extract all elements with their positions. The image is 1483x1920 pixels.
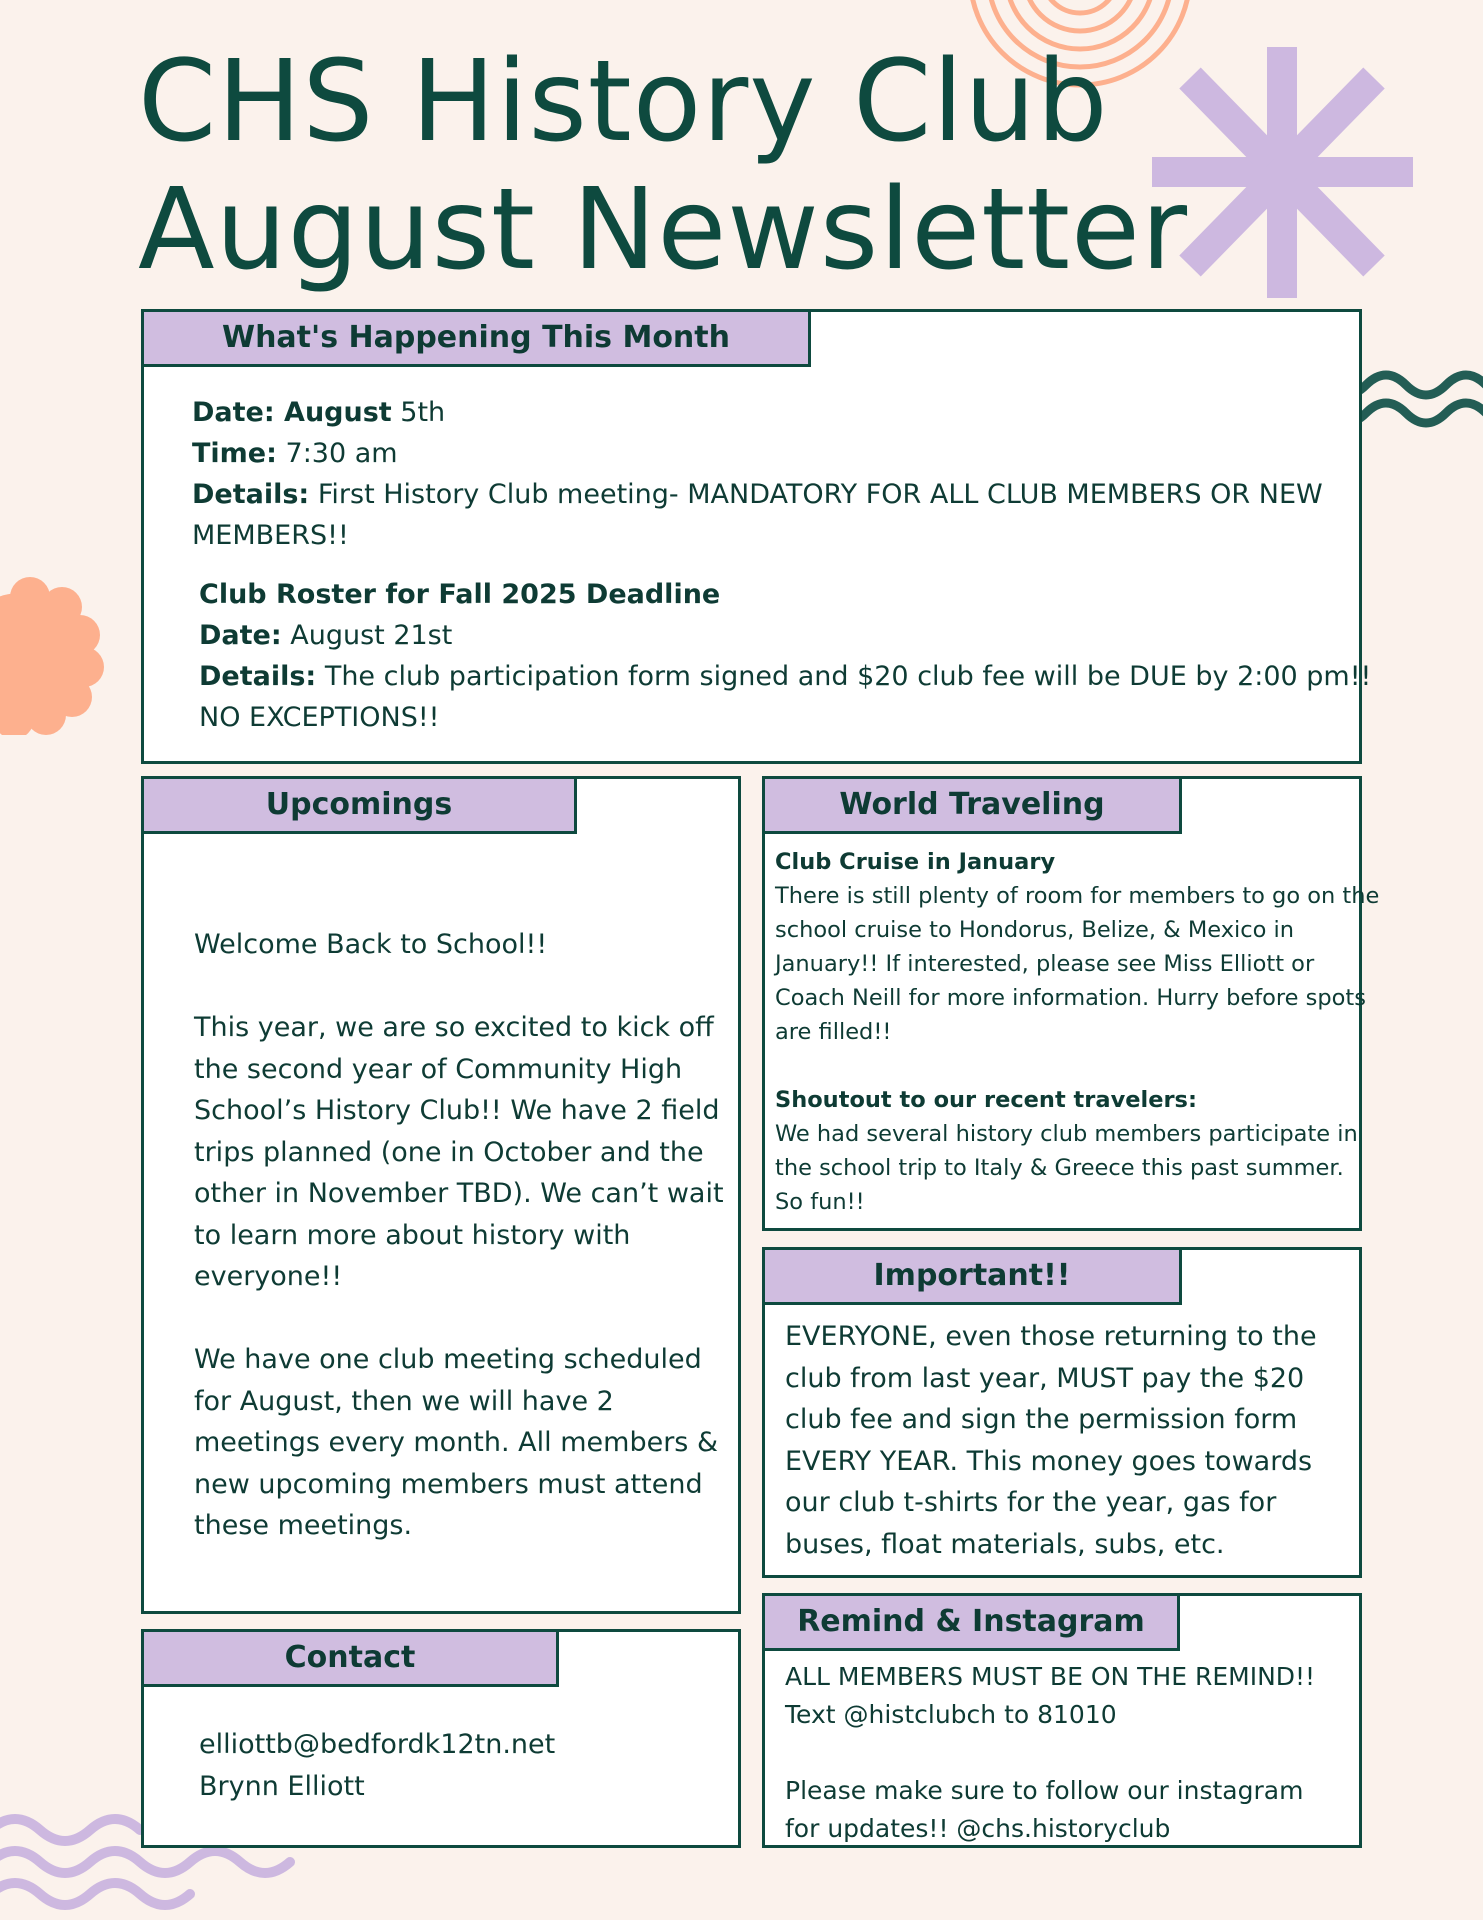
important-line: club from last year, MUST pay the $20 (785, 1362, 1305, 1394)
important-heading: Important!! (762, 1247, 1182, 1305)
world-traveling-body (775, 845, 1379, 1219)
upcomings-para1-line: everyone!! (194, 1261, 343, 1292)
upcomings-heading: Upcomings (141, 776, 577, 834)
contact-body (199, 1724, 555, 1807)
event-2-details (199, 574, 1371, 738)
shoutout-line: We had several history club members participate in (775, 1121, 1358, 1147)
important-line: EVERY YEAR. This money goes towards (785, 1445, 1313, 1477)
upcomings-para2-line: new upcoming members must attend (194, 1468, 703, 1500)
world-traveling-heading: World Traveling (762, 776, 1182, 834)
upcomings-para2-line: for August, then we will have 2 (194, 1385, 614, 1417)
event-1-time-value: 7:30 am (285, 438, 398, 469)
title-line-1: CHS History Club (138, 37, 1109, 167)
contact-email[interactable]: elliottb@bedfordk12tn.net (199, 1729, 556, 1760)
cruise-line: Coach Neill for more information. Hurry before spots (775, 985, 1366, 1011)
upcomings-body (194, 924, 724, 1547)
event-1-date-label: Date: August (192, 397, 392, 428)
upcomings-para1-line: trips planned (one in October and the (194, 1136, 704, 1168)
contact-section (141, 1629, 741, 1848)
shoutout-line: So fun!! (775, 1189, 865, 1215)
shoutout-line: the school trip to Italy & Greece this past summer. (775, 1155, 1344, 1181)
important-section (762, 1247, 1362, 1578)
cruise-line: There is still plenty of room for members to go on the (775, 883, 1380, 909)
remind-instagram-heading: Remind & Instagram (762, 1593, 1180, 1651)
contact-heading: Contact (141, 1629, 559, 1687)
upcomings-para1-line: the second year of Community High (194, 1053, 683, 1085)
event-1-date-value: 5th (400, 397, 446, 428)
upcomings-para2-line: We have one club meeting scheduled (194, 1344, 702, 1375)
important-line: club fee and sign the permission form (785, 1404, 1298, 1435)
event-1-time-label: Time: (192, 438, 277, 469)
event-2-date-value: August 21st (290, 620, 453, 651)
important-line: our club t-shirts for the year, gas for (785, 1487, 1277, 1518)
event-2-title: Club Roster for Fall 2025 Deadline (199, 579, 721, 610)
asterisk-star-decoration (1150, 45, 1415, 300)
event-2-date-label: Date: (199, 620, 282, 651)
happening-heading: What's Happening This Month (141, 309, 811, 367)
upcomings-para2-line: meetings every month. All members & (194, 1427, 718, 1458)
remind-instagram-section (762, 1593, 1362, 1848)
event-2-details-cont: NO EXCEPTIONS!! (199, 702, 440, 733)
event-2-details-label: Details: (199, 661, 317, 692)
important-body (785, 1316, 1317, 1565)
event-1-details (192, 392, 1323, 556)
contact-name: Brynn Elliott (199, 1770, 365, 1802)
instagram-line-2: for updates!! @chs.historyclub (785, 1814, 1171, 1843)
important-line: buses, float materials, subs, etc. (785, 1528, 1225, 1560)
important-line: EVERYONE, even those returning to the (785, 1321, 1317, 1352)
event-1-details-value: First History Club meeting- MANDATORY FOR ALL CLUB MEMBERS OR NEW (317, 479, 1323, 510)
remind-instagram-body (785, 1658, 1315, 1848)
upcomings-para1-line: to learn more about history with (194, 1219, 631, 1251)
scalloped-circle-decoration (0, 575, 110, 735)
cruise-line: January!! If interested, please see Miss Elliott or (775, 951, 1315, 977)
world-traveling-section (762, 776, 1380, 1231)
cruise-line: school cruise to Hondorus, Belize, & Mexico in (775, 917, 1295, 943)
shoutout-title: Shoutout to our recent travelers: (775, 1087, 1197, 1113)
upcomings-para1-line: other in November TBD). We can’t wait (194, 1178, 724, 1209)
remind-line-2: Text @histclubch to 81010 (785, 1700, 1117, 1729)
newsletter-title (138, 38, 1188, 294)
remind-line-1: ALL MEMBERS MUST BE ON THE REMIND!! (785, 1662, 1316, 1691)
event-1-details-cont: MEMBERS!! (192, 520, 349, 551)
upcomings-section (141, 776, 741, 1614)
event-2-details-value: The club participation form signed and $20 club fee will be DUE by 2:00 pm!! (324, 661, 1372, 692)
instagram-line-1: Please make sure to follow our instagram (785, 1776, 1304, 1805)
cruise-title: Club Cruise in January (775, 849, 1056, 875)
upcomings-para1-line: This year, we are so excited to kick off (194, 1012, 714, 1043)
title-line-2: August Newsletter (138, 165, 1188, 295)
happening-section (141, 309, 1372, 764)
upcomings-para1-line: School’s History Club!! We have 2 field (194, 1095, 720, 1126)
welcome-text: Welcome Back to School!! (194, 929, 548, 960)
upcomings-para2-line: these meetings. (194, 1510, 413, 1541)
event-1-details-label: Details: (192, 479, 310, 510)
cruise-line: are filled!! (775, 1019, 892, 1045)
